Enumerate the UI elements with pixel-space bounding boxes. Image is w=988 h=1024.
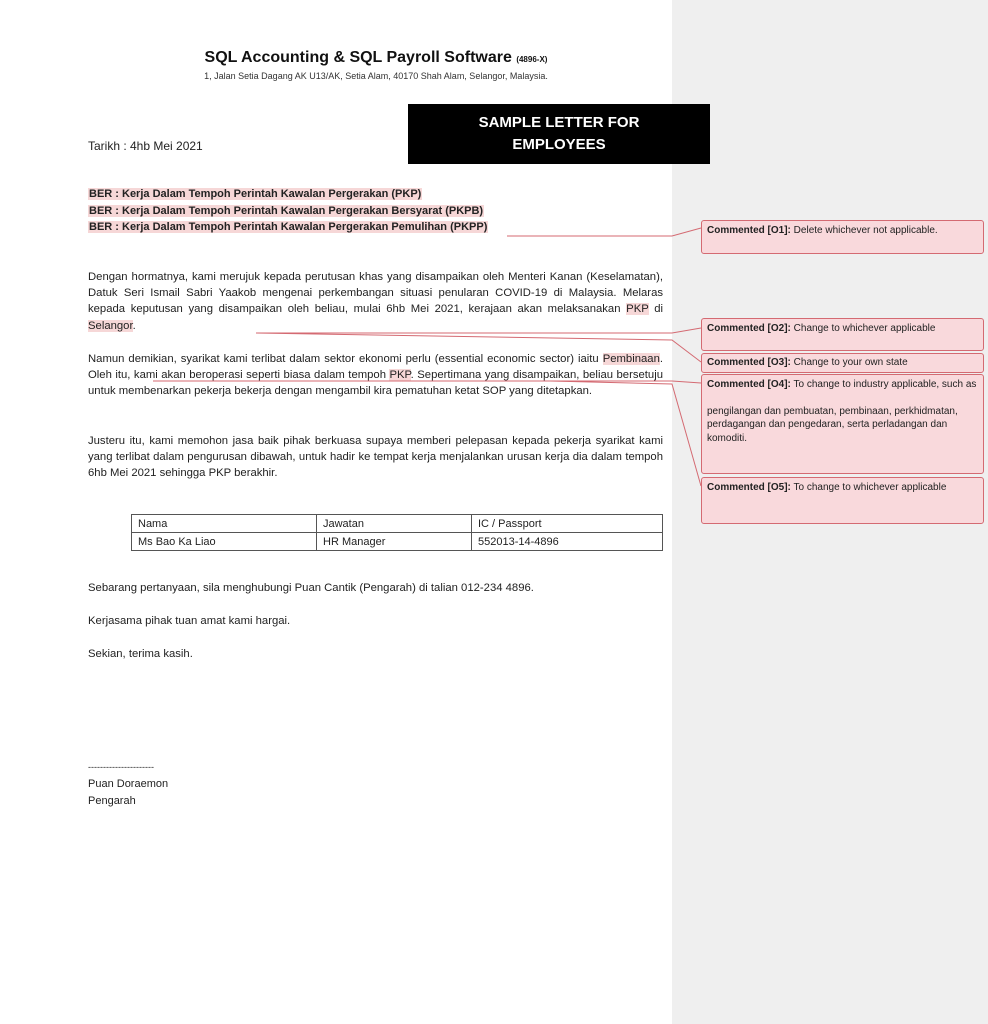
- table-cell: Ms Bao Ka Liao: [132, 533, 317, 551]
- sample-letter-banner: [408, 104, 710, 164]
- letter-date: Tarikh : 4hb Mei 2021: [88, 139, 203, 153]
- comment-o4[interactable]: Commented [O4]: To change to industry applicable, such as pengilangan dan pembuatan, pembinaan, perkhidmatan, perdagangan dan pengedaran, serta perladangan dan komoditi.: [701, 374, 984, 474]
- table-header: Nama: [132, 515, 317, 533]
- table-header: IC / Passport: [472, 515, 663, 533]
- signature-line: ----------------------: [88, 762, 154, 772]
- banner-line-2: EMPLOYEES: [512, 136, 606, 153]
- highlight-selangor[interactable]: Selangor: [88, 319, 133, 332]
- company-name: [0, 49, 752, 67]
- table-cell: HR Manager: [317, 533, 472, 551]
- highlight-pkp[interactable]: PKP: [626, 303, 649, 316]
- paragraph-request: Justeru itu, kami memohon jasa baik pihak berkuasa supaya memberi pelepasan kepada pekerja syarikat kami yang terlibat dalam pengurusan dibawah, untuk hadir ke tempat kerja menjalankan urusan kerja dia dalam tempoh 6hb Mei 2021 sehingga PKP berakhir.: [88, 435, 663, 480]
- contact-line: Sebarang pertanyaan, sila menghubungi Puan Cantik (Pengarah) di talian 012-234 4896.: [88, 582, 534, 594]
- signoff-line: Sekian, terima kasih.: [88, 648, 193, 660]
- subject-line-pkpb[interactable]: BER : Kerja Dalam Tempoh Perintah Kawalan Pergerakan Bersyarat (PKPB): [89, 205, 484, 217]
- comment-o2[interactable]: Commented [O2]: Change to whichever applicable: [701, 318, 984, 351]
- company-address: 1, Jalan Setia Dagang AK U13/AK, Setia Alam, 40170 Shah Alam, Selangor, Malaysia.: [204, 71, 548, 81]
- subject-line-pkp[interactable]: BER : Kerja Dalam Tempoh Perintah Kawalan Pergerakan (PKP): [89, 188, 422, 200]
- paragraph-intro: Dengan hormatnya, kami merujuk kepada perutusan khas yang disampaikan oleh Menteri Kanan (Keselamatan), Datuk Seri Ismail Sabri Yaakob mengenai perkembangan situasi penularan COVID-19 di Malaysia. Melaras kepada keputusan yang disampaikan oleh beliau, mulai 6hb Mei 2021, kerajaan akan melaksanakan PKP di Selangor.: [88, 271, 664, 332]
- table-row: [132, 533, 663, 551]
- subject-line-pkpp[interactable]: BER : Kerja Dalam Tempoh Perintah Kawalan Pergerakan Pemulihan (PKPP): [89, 221, 488, 233]
- highlight-pkp-2[interactable]: PKP: [389, 369, 411, 382]
- company-registration: (4896-X): [516, 55, 548, 64]
- paragraph-sector: Namun demikian, syarikat kami terlibat dalam sektor ekonomi perlu (essential economic sector) iaitu Pembinaan. Oleh itu, kami akan beroperasi seperti biasa dalam tempoh PKP. Sepertimana yang disampaikan, beliau bersetuju untuk membenarkan pekerja bekerja dengan mengambil kira pematuhan ketat SOP yang ditetapkan.: [88, 353, 663, 398]
- company-name-text: SQL Accounting & SQL Payroll Software: [204, 49, 512, 66]
- signatory-title: Pengarah: [88, 795, 136, 807]
- comment-o1[interactable]: Commented [O1]: Delete whichever not applicable.: [701, 220, 984, 254]
- signatory-name: Puan Doraemon: [88, 778, 169, 790]
- table-cell: 552013-14-4896: [472, 533, 663, 551]
- table-header: Jawatan: [317, 515, 472, 533]
- table-header-row: [132, 515, 663, 533]
- comment-o5[interactable]: Commented [O5]: To change to whichever applicable: [701, 477, 984, 524]
- banner-line-1: SAMPLE LETTER FOR: [478, 114, 640, 131]
- employee-table: [131, 514, 663, 551]
- highlight-pembinaan[interactable]: Pembinaan: [602, 353, 660, 365]
- comment-o3[interactable]: Commented [O3]: Change to your own state: [701, 353, 984, 373]
- thanks-line: Kerjasama pihak tuan amat kami hargai.: [88, 615, 291, 627]
